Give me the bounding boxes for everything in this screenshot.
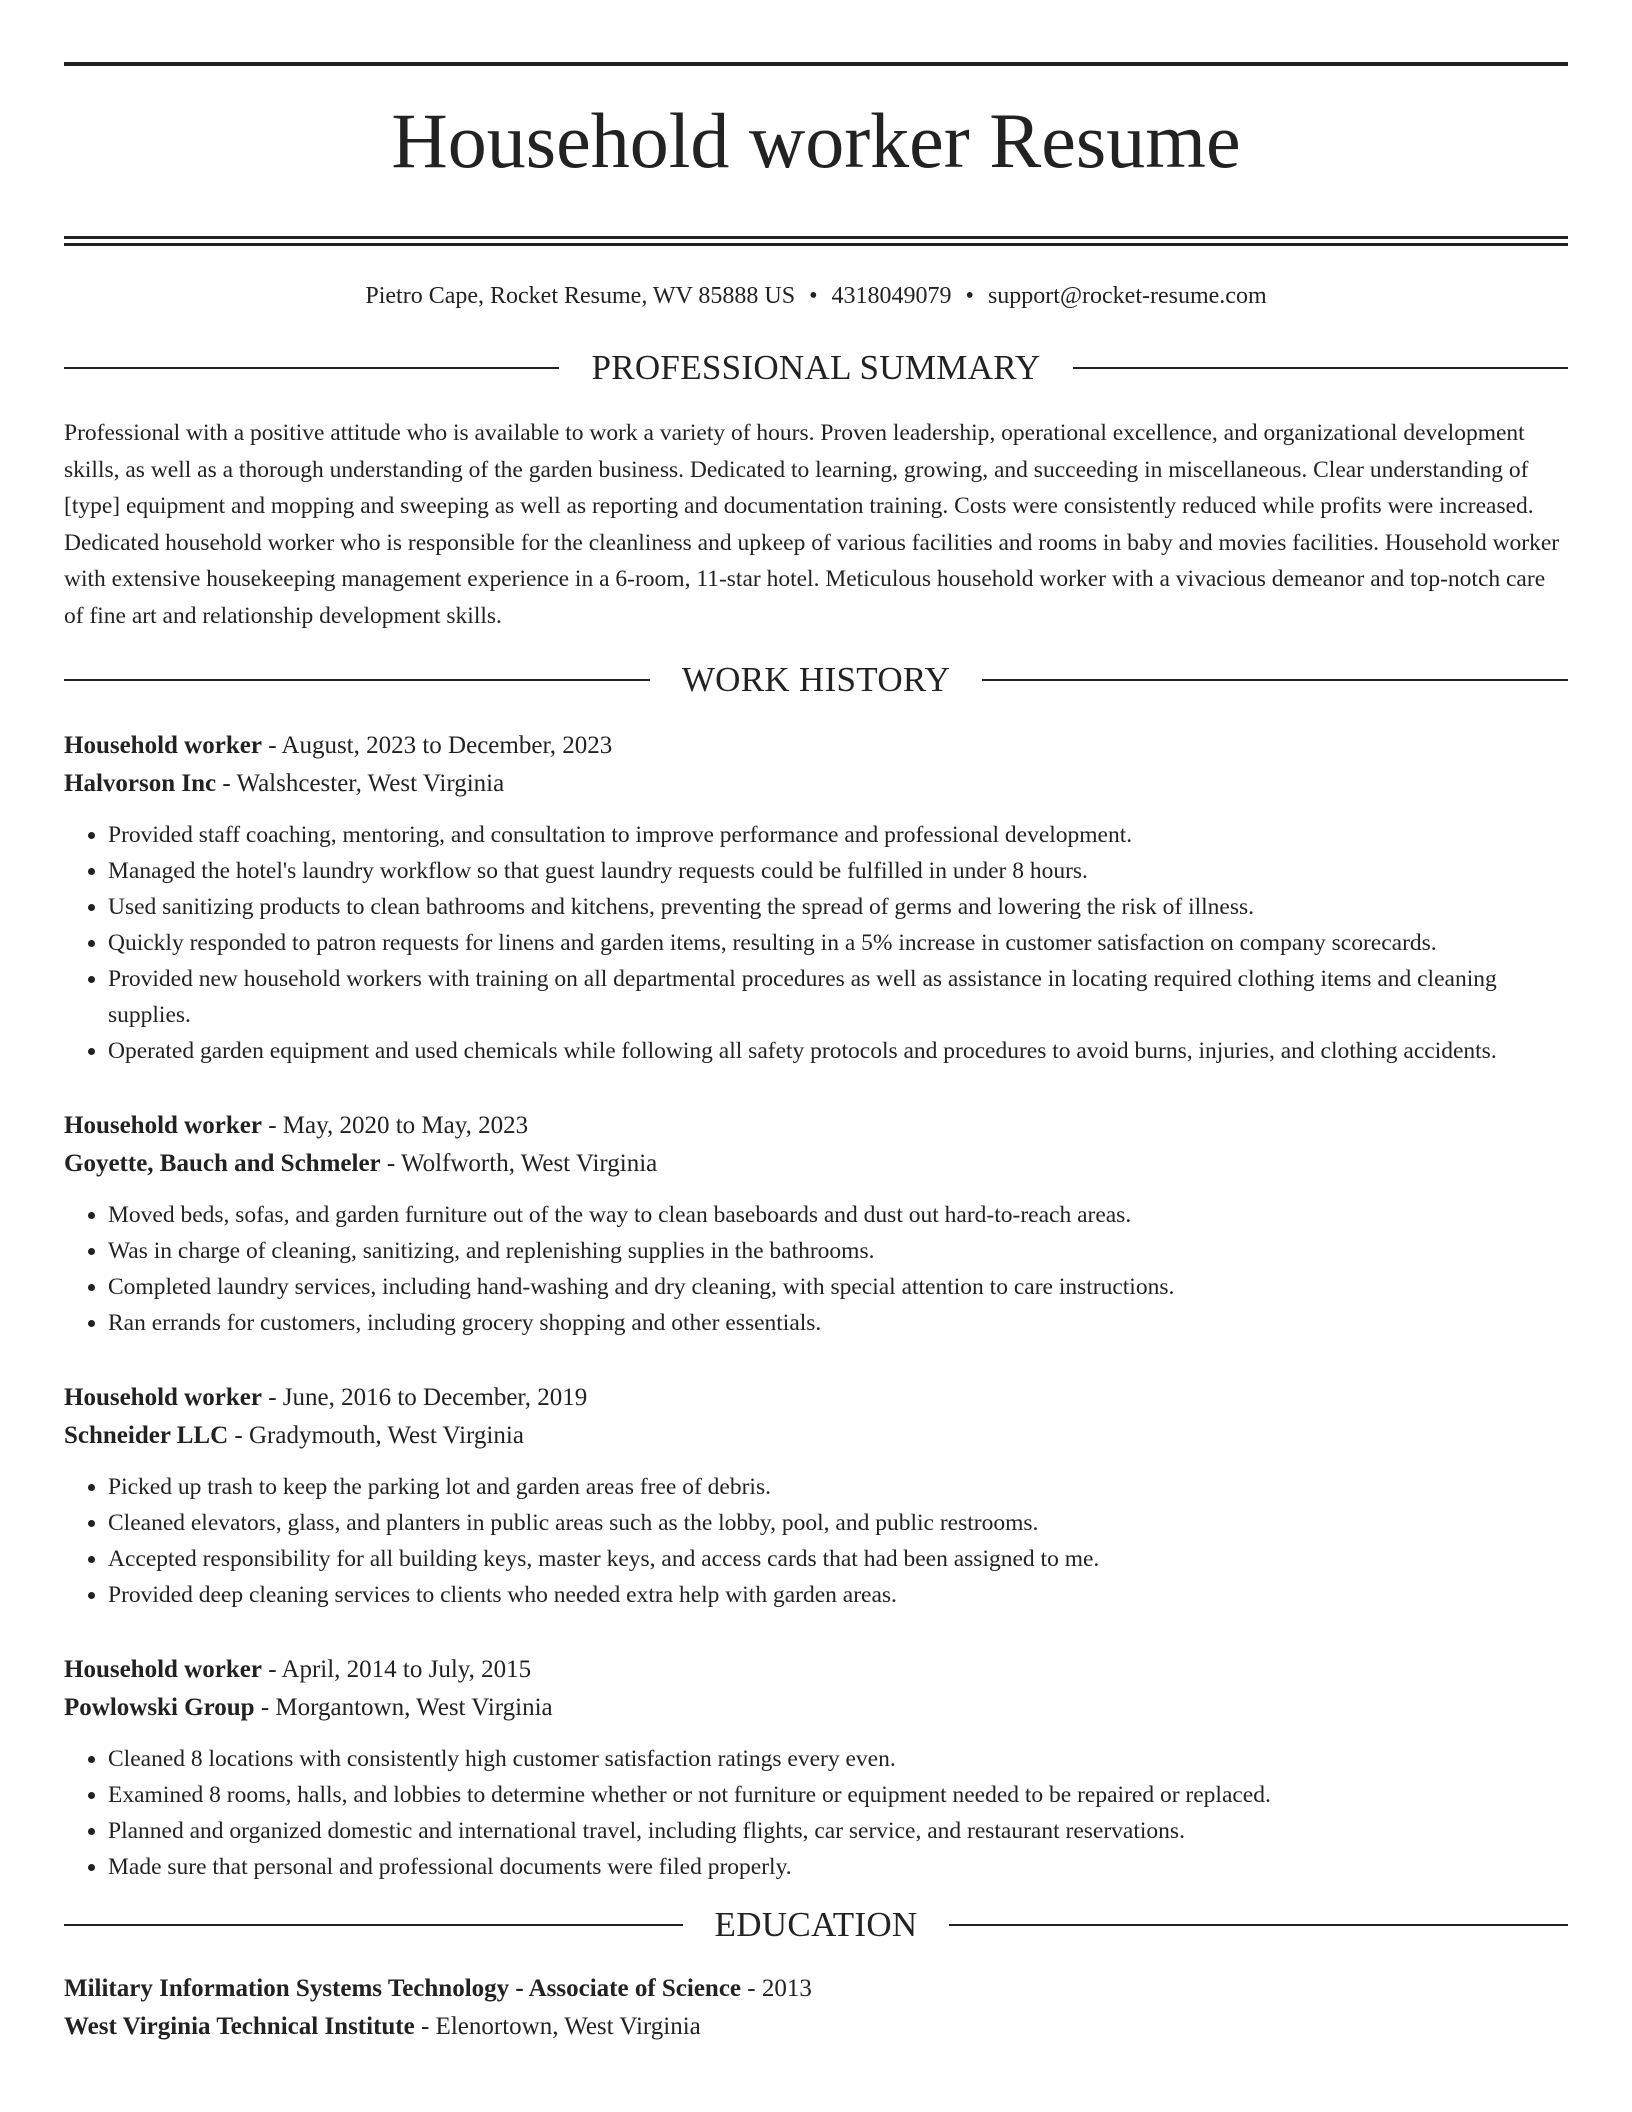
page-title: Household worker Resume [391, 97, 1241, 184]
job-title-line [64, 1107, 1568, 1145]
job-bullet: • Operated garden equipment and used chemicals while following all safety protocols and procedures to avoid burns, injuries, and clothing accidents. [108, 1033, 1568, 1069]
heading-rule [64, 1924, 683, 1926]
contact-separator: • [965, 283, 974, 309]
job-bullets [64, 1741, 1568, 1885]
job-dates: - April, 2014 to July, 2015 [261, 1656, 532, 1683]
contact-phone: 4318049079 [831, 283, 952, 309]
job-bullet: • Used sanitizing products to clean bathrooms and kitchens, preventing the spread of germs and lowering the risk of illness. [108, 889, 1568, 925]
work-history-heading [64, 662, 1568, 697]
job-bullet: • Provided deep cleaning services to clients who needed extra help with garden areas. [108, 1577, 1568, 1613]
summary-heading-label: PROFESSIONAL SUMMARY [591, 348, 1041, 387]
job-location: - Wolfworth, West Virginia [380, 1150, 658, 1177]
job-bullet: • Provided staff coaching, mentoring, and consultation to improve performance and professional development. [108, 817, 1568, 853]
heading-rule [982, 679, 1568, 681]
job-title-line [64, 727, 1568, 765]
job-company-line [64, 1689, 1568, 1727]
job-bullet: • Accepted responsibility for all building keys, master keys, and access cards that had been assigned to me. [108, 1541, 1568, 1577]
job-entry [64, 1379, 1568, 1651]
job-bullet: • Cleaned 8 locations with consistently high customer satisfaction ratings every even. [108, 1741, 1568, 1777]
contact-email: support@rocket-resume.com [987, 283, 1267, 309]
job-bullets [64, 817, 1568, 1069]
job-bullet: • Managed the hotel's laundry workflow so that guest laundry requests could be fulfilled in under 8 hours. [108, 853, 1568, 889]
job-dates: - June, 2016 to December, 2019 [261, 1384, 588, 1411]
job-entry [64, 1107, 1568, 1379]
job-title-line [64, 1651, 1568, 1689]
job-location: - Morgantown, West Virginia [254, 1694, 553, 1721]
job-title-line [64, 1379, 1568, 1417]
heading-rule [64, 367, 559, 369]
job-company: Powlowski Group [64, 1694, 255, 1721]
education-entry [64, 1970, 1568, 2046]
job-title: Household worker [64, 732, 262, 759]
work-history-heading-label: WORK HISTORY [681, 660, 951, 699]
education-degree: Military Information Systems Technology - Associate of Science [64, 1975, 742, 2002]
job-location: - Walshcester, West Virginia [216, 770, 505, 797]
job-bullet: • Examined 8 rooms, halls, and lobbies to determine whether or not furniture or equipment needed to be repaired or replaced. [108, 1777, 1568, 1813]
job-location: - Gradymouth, West Virginia [228, 1422, 524, 1449]
education-school-line [64, 2008, 1568, 2046]
summary-text: Professional with a positive attitude who is available to work a variety of hours. Proven leadership, operational excellence, and organizational development skills, as well as a thorough understanding of the garden business. Dedicated to learning, growing, and succeeding in miscellaneous. Clear understanding of [type] equipment and mopping and sweeping as well as reporting and documentation training. Costs were consistently reduced while profits were increased. Dedicated household worker who is responsible for the cleanliness and upkeep of various facilities and rooms in baby and movies facilities. Household worker with extensive housekeeping management experience in a 6-room, 11-star hotel. Meticulous household worker with a vivacious demeanor and top-notch care of fine art and relationship development skills. [64, 420, 1560, 629]
job-dates: - May, 2020 to May, 2023 [261, 1112, 529, 1139]
job-bullet: • Quickly responded to patron requests for linens and garden items, resulting in a 5% increase in customer satisfaction on company scorecards. [108, 925, 1568, 961]
job-company-line [64, 1417, 1568, 1455]
job-bullet: • Cleaned elevators, glass, and planters in public areas such as the lobby, pool, and public restrooms. [108, 1505, 1568, 1541]
education-location: - Elenortown, West Virginia [414, 2013, 701, 2040]
job-title: Household worker [64, 1112, 262, 1139]
summary-heading [64, 350, 1568, 385]
job-bullet: • Planned and organized domestic and international travel, including flights, car service, and restaurant reservations. [108, 1813, 1568, 1849]
job-bullet: • Completed laundry services, including hand-washing and dry cleaning, with special attention to care instructions. [108, 1269, 1568, 1305]
title-double-rule [64, 236, 1568, 246]
heading-rule [949, 1924, 1568, 1926]
job-company-line [64, 765, 1568, 803]
job-bullets [64, 1469, 1568, 1613]
top-rule [64, 62, 1568, 66]
education-year: - 2013 [741, 1975, 812, 2002]
job-title: Household worker [64, 1384, 262, 1411]
education-heading [64, 1907, 1568, 1942]
job-entry [64, 727, 1568, 1107]
job-company: Halvorson Inc [64, 770, 217, 797]
job-title: Household worker [64, 1656, 262, 1683]
job-dates: - August, 2023 to December, 2023 [261, 732, 613, 759]
job-bullet: • Was in charge of cleaning, sanitizing, and replenishing supplies in the bathrooms. [108, 1233, 1568, 1269]
job-bullet: • Made sure that personal and professional documents were filed properly. [108, 1849, 1568, 1885]
job-entry [64, 1651, 1568, 1885]
education-heading-label: EDUCATION [714, 1905, 918, 1944]
job-bullet: • Ran errands for customers, including grocery shopping and other essentials. [108, 1305, 1568, 1341]
job-bullet: • Picked up trash to keep the parking lot and garden areas free of debris. [108, 1469, 1568, 1505]
job-company: Goyette, Bauch and Schmeler [64, 1150, 381, 1177]
heading-rule [64, 679, 650, 681]
education-school: West Virginia Technical Institute [64, 2013, 415, 2040]
work-history-list [64, 727, 1568, 1885]
contact-separator: • [809, 283, 818, 309]
job-bullets [64, 1197, 1568, 1341]
contact-address: Pietro Cape, Rocket Resume, WV 85888 US [365, 283, 796, 309]
contact-line [64, 284, 1568, 308]
education-degree-line [64, 1970, 1568, 2008]
heading-rule [1073, 367, 1568, 369]
job-company-line [64, 1145, 1568, 1183]
job-bullet: • Provided new household workers with training on all departmental procedures as well as assistance in locating required clothing items and cleaning supplies. [108, 961, 1568, 1033]
job-bullet: • Moved beds, sofas, and garden furniture out of the way to clean baseboards and dust out hard-to-reach areas. [108, 1197, 1568, 1233]
job-company: Schneider LLC [64, 1422, 229, 1449]
